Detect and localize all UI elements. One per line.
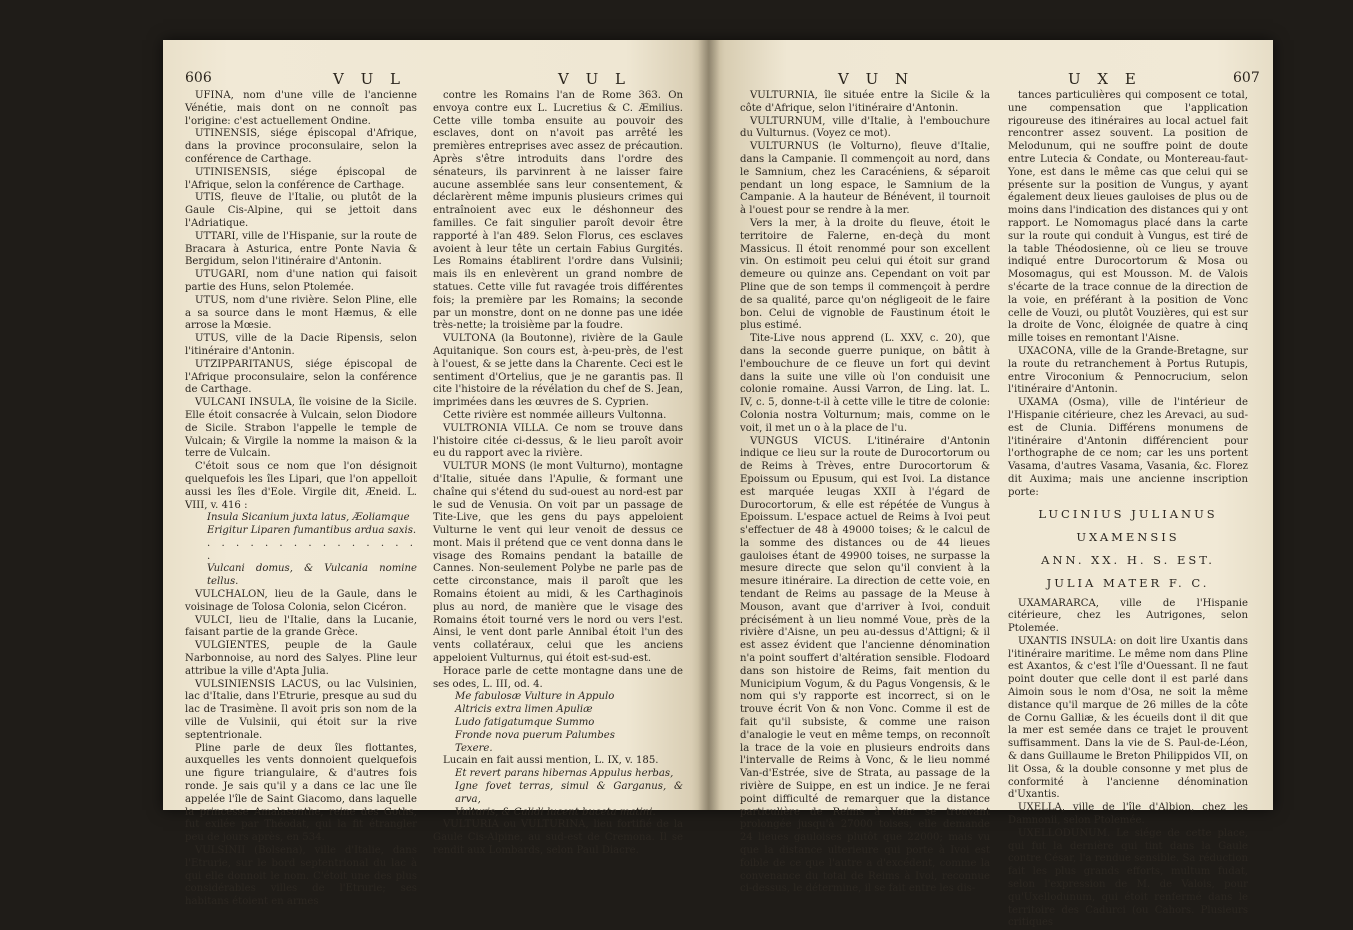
right-running-head <box>708 70 1273 92</box>
dictionary-entry: VULTURNUS (le Volturno), fleuve d'Italie, dans la Campanie. Il commençoit au nord, dans le Samnium, chez les Caracéniens, & séparoit pendant un long espace, le Samnium de la Campanie. A la hauteur de Bénévent, il tournoit à l'ouest pour se rendre à la mer. <box>740 141 990 217</box>
left-page <box>163 40 708 908</box>
dictionary-entry: VULSINIENSIS LACUS, ou lac Vulsinien, lac d'Italie, dans l'Etrurie, presque au sud du lac de Trasimène. Il avoit pris son nom de la ville de Vulsinii, qui étoit sur la rive septentrionale. <box>185 678 417 741</box>
dictionary-entry: UTUS, ville de la Dacie Ripensis, selon l'itinéraire d'Antonin. <box>185 333 417 357</box>
ellipsis-line: . . . . . . . . . . . . . . . . <box>207 537 417 562</box>
dictionary-entry: C'étoit sous ce nom que l'on désignoit quelquefois les îles Lipari, que l'on appelloit aussi les îles d'Eole. Virgile dit, Æneid. L. VIII, v. 416 : <box>185 461 417 511</box>
dictionary-entry: UTUS, nom d'une rivière. Selon Pline, elle a sa source dans le mont Hæmus, & elle arrose la Mœsie. <box>185 294 417 332</box>
verse-line: Texere. <box>455 742 493 754</box>
right-page <box>708 40 1273 929</box>
verse-line: Altricis extra limen Apuliæ <box>455 704 593 716</box>
dictionary-entry: VULCANI INSULA, île voisine de la Sicile. Elle étoit consacrée à Vulcain, selon Diodore de Sicile. Strabon l'appelle le temple de Vulcain; & Virgile la nomme la maison & la terre de Vulcain. <box>185 397 417 460</box>
dictionary-entry: UTIS, fleuve de l'Italie, ou plutôt de la Gaule Cis-Alpine, qui se jettoit dans l'Adriatique. <box>185 192 417 229</box>
book-gutter <box>698 40 720 810</box>
dictionary-entry: UTINISENSIS, siége épiscopal de l'Afrique, selon la conférence de Carthage. <box>185 166 417 191</box>
dictionary-entry: UXAMARARCA, ville de l'Hispanie citérieure, chez les Autrigones, selon Ptolemée. <box>1008 597 1248 635</box>
verse-line: Me fabulosæ Vulture in Appulo <box>455 691 615 703</box>
inscription-line: LUCINIUS JULIANUS <box>1038 506 1218 521</box>
verse-line: Ludo fatigatumque Summo <box>455 717 595 729</box>
dictionary-entry: UXELLA, ville de l'île d'Albion, chez les Damnonii, selon Ptolemée. <box>1008 802 1248 827</box>
dictionary-entry: UTUGARI, nom d'une nation qui faisoit partie des Huns, selon Ptolemée. <box>185 269 417 293</box>
left-head-left: V U L <box>333 70 406 88</box>
dictionary-entry: UTINENSIS, siége épiscopal d'Afrique, dans la province proconsulaire, selon la conférence de Carthage. <box>185 128 417 165</box>
dictionary-entry: VULGIENTES, peuple de la Gaule Narbonnoise, au nord des Salyes. Pline leur attribue la ville d'Apta Julia. <box>185 640 417 677</box>
left-column-2 <box>433 90 683 857</box>
verse-line: Vulcani domus, & Vulcania nomine tellus. <box>207 563 417 588</box>
dictionary-entry: Vers la mer, à la droite du fleuve, étoit le territoire de Falerne, en-deçà du mont Massicus. Il étoit renommé pour son excellent vin. On estimoit peu celui qui étoit sur grand demeure ou quinze ans. Cependant on voit par Pline que de son temps il commençoit à perdre de sa qualité, parce qu'on négligeoit de le faire bon. Celui de vignoble de Faustinum étoit le plus estimé. <box>740 217 990 332</box>
left-running-head <box>163 70 708 92</box>
inscription-line: UXAMENSIS <box>1076 529 1180 544</box>
verse-line: Erigitur Liparen fumantibus ardua saxis. <box>207 525 417 537</box>
right-page-number: 607 <box>1233 70 1260 86</box>
left-head-right: V U L <box>558 70 631 88</box>
dictionary-entry: UTZIPPARITANUS, siége épiscopal de l'Afrique proconsulaire, selon la conférence de Carthage. <box>185 358 417 396</box>
dictionary-entry: Cette rivière est nommée ailleurs Vultonna. <box>443 409 667 421</box>
dictionary-entry: UFINA, nom d'une ville de l'ancienne Vénétie, mais dont on ne connoît pas l'origine: c'est actuellement Ondine. <box>185 90 417 127</box>
dictionary-entry: UXELLODUNUM. Le siége de cette place, qui fut la dernière qui tint dans la Gaule contre César, l'a rendue sensible. Sa réduction fait les plus grands efforts, multum fudat, selon l'expression de M. de Valois, pour qu'Uxellodunum, qui étoit renfermé dans le territoire des Cadurci (ou Cahors. Plusieurs critiques <box>1008 827 1248 929</box>
verse-line: Vulturis, & Calidi lucent buceta matini. <box>455 806 656 818</box>
right-column-2 <box>1008 90 1248 929</box>
dictionary-entry: Tite-Live nous apprend (L. XXV, c. 20), que dans la seconde guerre punique, on bâtit à l'embouchure de ce fleuve un fort qui devint dans la suite une ville où l'on conduisit une colonie romaine. Aussi Varron, de Ling. lat. L. IV, c. 5, donne-t-il à cette ville le titre de colonie: Colonia nostra Volturnum; mais, comme on le voit, il met un o à la place de l'u. <box>740 333 990 434</box>
dictionary-entry: VULCHALON, lieu de la Gaule, dans le voisinage de Tolosa Colonia, selon Cicéron. <box>185 589 417 613</box>
left-column-1 <box>185 90 417 908</box>
dictionary-entry: VULTONA (la Boutonne), rivière de la Gaule Aquitanique. Son cours est, à-peu-près, de l'est à l'ouest, & se jette dans la Charente. Ceci est le sentiment d'Ortelius, que je ne garantis pas. Il cite l'histoire de la révélation du chef de S. Jean, imprimées dans les œuvres de S. Cyprien. <box>433 333 683 409</box>
dictionary-entry: UXAMA (Osma), ville de l'intérieur de l'Hispanie citérieure, chez les Arevaci, au sud-est de Clunia. Différens monumens de l'itinéraire d'Antonin différencient pour l'orthographe de ce nom; car les uns portent Vasama, d'autres Vasama, Vasania, &c. Florez dit Auxima; mais une ancienne inscription porte: <box>1008 397 1248 498</box>
dictionary-entry: VULTUR MONS (le mont Vulturno), montagne d'Italie, située dans l'Apulie, & formant une chaîne qui s'étend du sud-ouest au nord-est par le sud de Venusia. On voit par un passage de Tite-Live, que les gens du pays appeloient Vulturne le vent qui leur venoit de dessus ce mont. Mais il prétend que ce vent donna dans le visage des Romains pendant la bataille de Cannes. Non-seulement Polybe ne parle pas de cette circonstance, mais il paroît que les Romains étoient au midi, & les Carthaginois plus au nord, de manière que le visage des Romains étoit tourné vers le nord ou vers l'est. Ainsi, le vent dont parle Annibal étoit l'un des vents collatéraux, celui que les anciens appeloient Vulturnus, qui étoit est-sud-est. <box>433 461 683 665</box>
right-head-right: U X E <box>1068 70 1142 88</box>
dictionary-entry: VULTURIA ou VULTURINA, lieu fortifié de la Gaule Cis-Alpine, au sud-est de Cremona. Il se rendit aux Lombards, selon Paul Diacre. <box>433 819 683 857</box>
dictionary-entry: VULSINII (Bolsena), ville d'Italie, dans l'Etrurie, sur le bord septentrional du lac à qui elle donnoit le nom. C'étoit une des plus considérables villes de l'Etrurie; ses habitans étoient en armes <box>185 845 417 908</box>
verse-line: Et revert parans hibernas Appulus herbas, <box>455 768 674 780</box>
dictionary-entry: VUNGUS VICUS. L'itinéraire d'Antonin indique ce lieu sur la route de Durocortorum ou de Reims à Trèves, entre Durocortorum & Epoissum ou Epusum, qui est Ivoi. La distance est marquée leugas XXII à l'égard de Durocortorum, & elle est répétée de Vungus à Epoissum. L'espace actuel de Reims à Ivoi peut s'effectuer de 48 à 49000 toises; & le calcul de la somme des distances ou de 44 lieues gauloises étant de 49900 toises, ne surpasse la mesure directe que selon qu'il convient à la mesure itinéraire. La direction de cette voie, en tendant de Reims au passage de la Meuse à Mouson, avant que d'arriver à Ivoi, conduit précisément à un lieu nommé Voue, près de la rivière d'Aisne, un peu au-dessus d'Attigni; & il est assez évident que l'ancienne dénomination n'a point souffert d'altération sensible. Flodoard dans son histoire de Reims, fait mention du Municipium Vogum, & du Pagus Vongensis, & le nom qui s'y rapporte est incorrect, si on le trouve écrit Von & non Vonc. Comme il est de fait qu'il subsiste, & comme une raison d'analogie le veut en même temps, on reconnoît la trace de la voie en plusieurs endroits dans l'intervalle de Reims à Vonc, & le lieu nommé Van-d'Estrée, sive de Strata, au passage de la rivière de Suippe, en est un indice. Je ne ferai point difficulté de remarquer que la distance particulière de Reims à Vonc se trouvant prolongée jusqu'à 27000 toises, elle demande 24 lieues gauloises plutôt que 22000; mais vu que la distance ulterieure qui porte à Ivoi est foible de ce que l'autre a d'excédent, comme la convenance du total de Reims à Ivoi, reconnue ci-dessus, le détermine, il se fait entre les dis- <box>740 435 990 895</box>
dictionary-entry: UTTARI, ville de l'Hispanie, sur la route de Bracara à Asturica, entre Ponte Navia & Bergidum, selon l'itinéraire d'Antonin. <box>185 230 417 268</box>
dictionary-entry: UXACONA, ville de la Grande-Bretagne, sur la route du retranchement à Portus Rutupis, entre Viroconium & Pennocrucium, selon l'itinéraire d'Antonin. <box>1008 345 1248 396</box>
inscription-line: ANN. XX. H. S. EST. <box>1041 552 1215 567</box>
inscription-line: JULIA MATER F. C. <box>1046 575 1210 590</box>
dictionary-entry: Lucain en fait aussi mention, L. IX, v. 185. <box>443 755 659 767</box>
verse-line: Fronde nova puerum Palumbes <box>455 729 615 741</box>
dictionary-entry: contre les Romains l'an de Rome 363. On envoya contre eux L. Lucretius & C. Æmilius. Cette ville tomba ensuite au pouvoir des esclaves, dont on n'avoit pas arrêté les premières entreprises avec assez de précaution. Après s'être introduits dans l'ordre des sénateurs, ils parvinrent à ne laisser faire aucune assemblée sans leur consentement, & déclarèrent même impunis plusieurs crimes qui entraînoient avec eux le déshonneur des familles. Ce fait singulier paroît devoir être rapporté à l'an 489. Selon Florus, ces esclaves avoient à leur tête un certain Fabius Gurgités. Les Romains établirent l'ordre dans Vulsinii; mais ils en enlevèrent un grand nombre de statues. Cette ville fut ravagée trois différentes fois; la première par les Romains; la seconde par un monstre, dont on ne donne pas une idée très-nette; la troisième par la foudre. <box>433 90 683 332</box>
dictionary-entry: VULTRONIA VILLA. Ce nom se trouve dans l'histoire citée ci-dessus, & le lieu paroît avoir eu du rapport avec la rivière. <box>433 422 683 460</box>
dictionary-entry: UXANTIS INSULA: on doit lire Uxantis dans l'itinéraire maritime. Le même nom dans Pline est Axantos, & c'est l'île d'Ouessant. Il ne faut point douter que celle dont il est parlé dans Aimoin sous le nom d'Osa, ne soit la même distance qu'il marque de 26 milles de la côte de Cornu Galliæ, & les écueils dont il dit que la mer est semée dans ce trajet le prouvent suffisamment. Dans la vie de S. Paul-de-Léon, & dans Guillaume le Breton Philippidos VII, on lit Ossa, & la double consonne y met plus de conformité à l'ancienne dénomination d'Uxantis. <box>1008 635 1248 801</box>
book-spread <box>163 40 1273 929</box>
right-column-1 <box>740 90 990 895</box>
verse-line: Insula Sicanium juxta latus, Æoliamque <box>207 512 410 524</box>
right-head-left: V U N <box>838 70 915 88</box>
dictionary-entry: Horace parle de cette montagne dans une de ses odes, L. III, od. 4. <box>433 665 683 690</box>
left-page-number: 606 <box>185 70 212 86</box>
verse-line: Igne fovet terras, simul & Garganus, & arva, <box>455 781 683 805</box>
dictionary-entry: tances particulières qui composent ce total, une compensation que l'application rigoureuse des itinéraires au local actuel fait rencontrer assez souvent. La position de Melodunum, qui ne souffre point de doute entre Lutecia & Condate, ou Montereau-faut-Yone, est dans le même cas que celui qui se présente sur la position de Vungus, y ayant également deux lieues gauloises de plus ou de moins dans l'indication des distances qui y ont rapport. Le Nomomagus placé dans la carte sur la route qui conduit à Vungus, est tiré de la table Théodosienne, où ce lieu se trouve indiqué entre Durocortorum & Mosa ou Mosomagus, qui est Mousson. M. de Valois s'écarte de la trace connue de la direction de la voie, en préférant à la position de Vonc celle de Vouzi, ou plutôt Vouzières, qui est sur la droite de Vonc, éloignée de quatre à cinq mille toises en remontant l'Aisne. <box>1008 90 1248 345</box>
dictionary-entry: VULTURNUM, ville d'Italie, à l'embouchure du Vulturnus. (Voyez ce mot). <box>740 115 990 140</box>
dictionary-entry: Pline parle de deux îles flottantes, auxquelles les vents donnoient quelquefois une figure triangulaire, & d'autres fois ronde. Je sais qu'il y a dans ce lac une île appelée l'île de Saint Giacomo, dans laquelle la princesse Amalasonthe, reine des Goths, fut exilée par Théodat, qui la fit étrangler peu de jours après, en 534. <box>185 742 417 844</box>
dictionary-entry: VULTURNIA, île située entre la Sicile & la côte d'Afrique, selon l'itinéraire d'Antonin. <box>740 90 990 114</box>
dictionary-entry: VULCI, lieu de l'Italie, dans la Lucanie, faisant partie de la grande Grèce. <box>185 614 417 639</box>
